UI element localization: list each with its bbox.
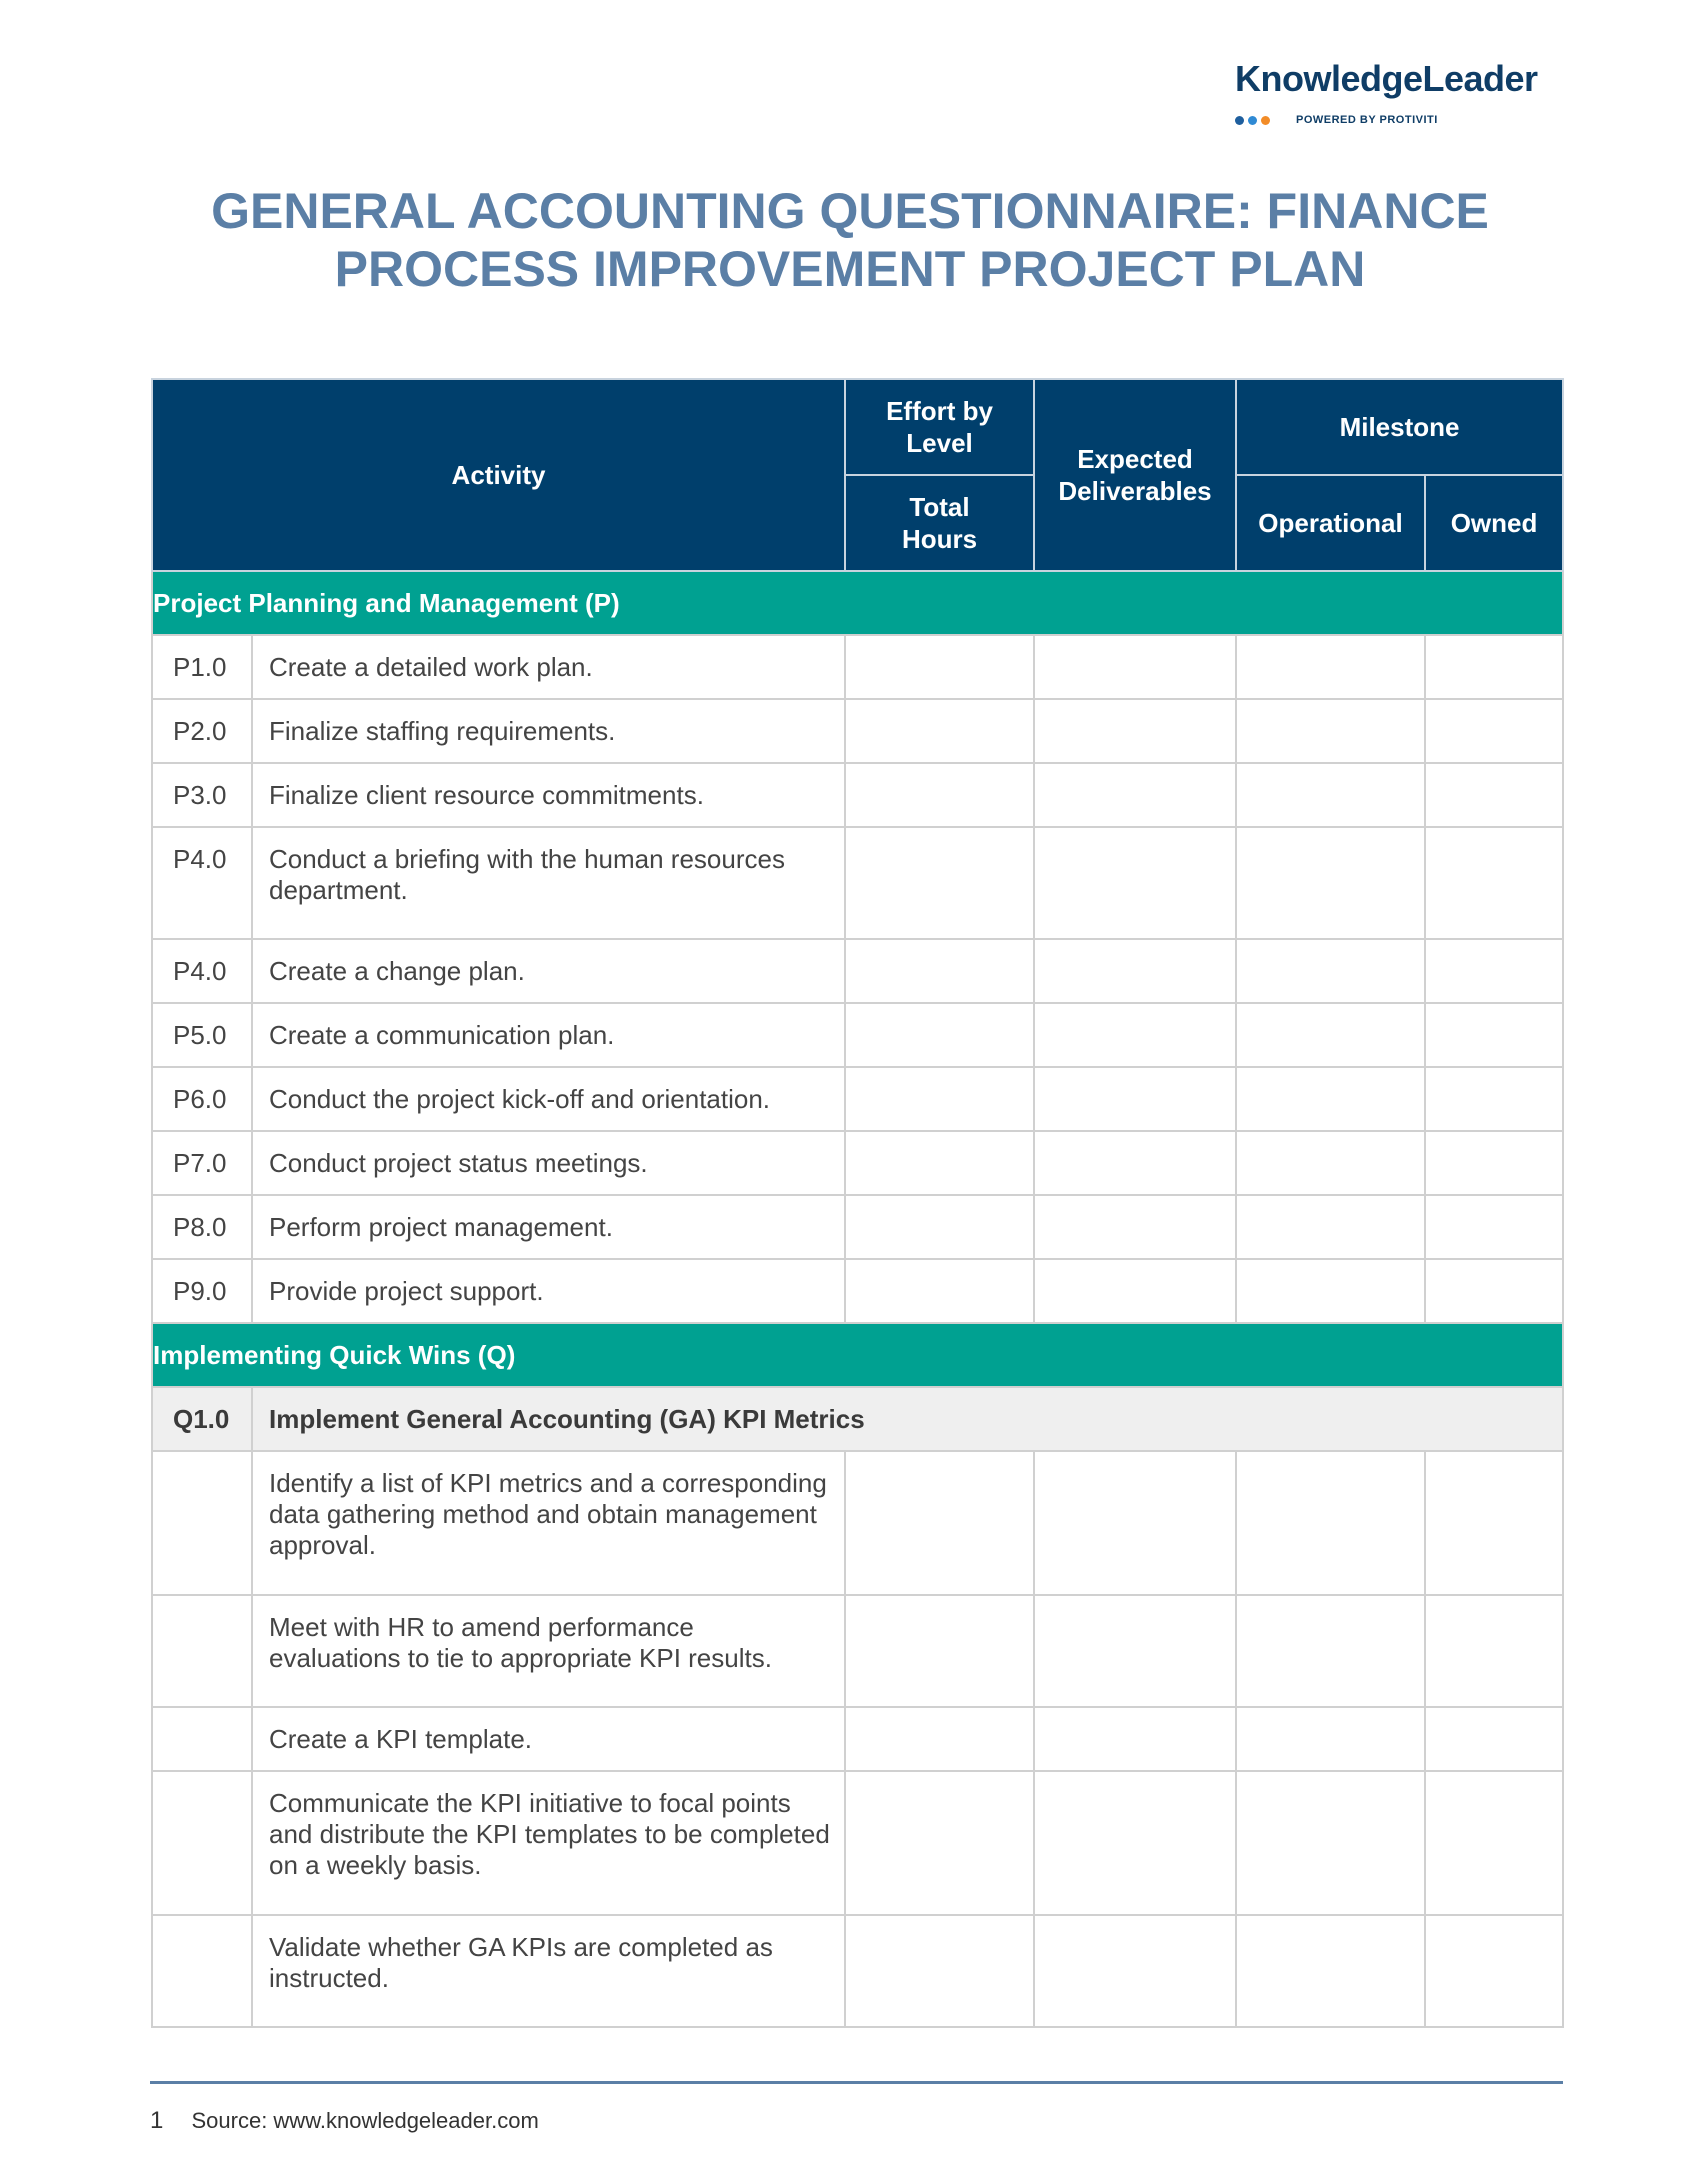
header-effort-by-level: Effort by Level <box>845 379 1034 475</box>
total-hours-cell[interactable] <box>845 1195 1034 1259</box>
deliverables-cell[interactable] <box>1034 1195 1236 1259</box>
activity-code: P4.0 <box>152 939 252 1003</box>
table-row <box>152 1003 1563 1067</box>
operational-cell[interactable] <box>1236 1067 1425 1131</box>
table-row <box>152 1915 1563 2027</box>
table-row <box>152 827 1563 939</box>
activity-description: Create a change plan. <box>252 939 845 1003</box>
header-operational: Operational <box>1236 475 1425 571</box>
owned-cell[interactable] <box>1425 1131 1563 1195</box>
table-row <box>152 1771 1563 1915</box>
operational-cell[interactable] <box>1236 699 1425 763</box>
table-row <box>152 939 1563 1003</box>
activity-code: P8.0 <box>152 1195 252 1259</box>
header-milestone: Milestone <box>1236 379 1563 475</box>
deliverables-cell[interactable] <box>1034 1771 1236 1915</box>
activity-code <box>152 1915 252 2027</box>
total-hours-cell[interactable] <box>845 827 1034 939</box>
table-row <box>152 1451 1563 1595</box>
owned-cell[interactable] <box>1425 939 1563 1003</box>
operational-cell[interactable] <box>1236 1451 1425 1595</box>
operational-cell[interactable] <box>1236 1131 1425 1195</box>
operational-cell[interactable] <box>1236 635 1425 699</box>
owned-cell[interactable] <box>1425 763 1563 827</box>
operational-cell[interactable] <box>1236 763 1425 827</box>
deliverables-cell[interactable] <box>1034 1595 1236 1707</box>
owned-cell[interactable] <box>1425 1451 1563 1595</box>
deliverables-cell[interactable] <box>1034 635 1236 699</box>
deliverables-cell[interactable] <box>1034 1451 1236 1595</box>
section-header-p <box>152 571 1563 635</box>
activity-description: Provide project support. <box>252 1259 845 1323</box>
activity-code <box>152 1707 252 1771</box>
table-row <box>152 763 1563 827</box>
operational-cell[interactable] <box>1236 939 1425 1003</box>
owned-cell[interactable] <box>1425 1067 1563 1131</box>
activity-code <box>152 1595 252 1707</box>
footer-divider <box>150 2081 1563 2084</box>
activity-code: P9.0 <box>152 1259 252 1323</box>
activity-description: Conduct project status meetings. <box>252 1131 845 1195</box>
activity-description: Conduct a briefing with the human resources department. <box>252 827 845 939</box>
activity-code: P6.0 <box>152 1067 252 1131</box>
deliverables-cell[interactable] <box>1034 699 1236 763</box>
table-row <box>152 1595 1563 1707</box>
total-hours-cell[interactable] <box>845 699 1034 763</box>
activity-description: Identify a list of KPI metrics and a corresponding data gathering method and obtain management approval. <box>252 1451 845 1595</box>
activity-code: P5.0 <box>152 1003 252 1067</box>
owned-cell[interactable] <box>1425 1771 1563 1915</box>
activity-description: Create a detailed work plan. <box>252 635 845 699</box>
activity-description: Validate whether GA KPIs are completed as instructed. <box>252 1915 845 2027</box>
subsection-title: Implement General Accounting (GA) KPI Metrics <box>252 1387 1563 1451</box>
deliverables-cell[interactable] <box>1034 1003 1236 1067</box>
page-title <box>150 182 1550 298</box>
owned-cell[interactable] <box>1425 699 1563 763</box>
header-total-hours: Total Hours <box>845 475 1034 571</box>
activity-description: Finalize staffing requirements. <box>252 699 845 763</box>
operational-cell[interactable] <box>1236 1915 1425 2027</box>
total-hours-cell[interactable] <box>845 1259 1034 1323</box>
total-hours-cell[interactable] <box>845 763 1034 827</box>
table-row <box>152 1067 1563 1131</box>
deliverables-cell[interactable] <box>1034 1131 1236 1195</box>
section-title: Implementing Quick Wins (Q) <box>152 1323 1563 1387</box>
total-hours-cell[interactable] <box>845 1451 1034 1595</box>
owned-cell[interactable] <box>1425 1259 1563 1323</box>
activity-code: P2.0 <box>152 699 252 763</box>
deliverables-cell[interactable] <box>1034 1259 1236 1323</box>
activity-description: Finalize client resource commitments. <box>252 763 845 827</box>
total-hours-cell[interactable] <box>845 1131 1034 1195</box>
activity-code <box>152 1771 252 1915</box>
total-hours-cell[interactable] <box>845 635 1034 699</box>
deliverables-cell[interactable] <box>1034 1067 1236 1131</box>
table-row <box>152 1131 1563 1195</box>
brand-name: KnowledgeLeader <box>1235 58 1538 99</box>
activity-code: P4.0 <box>152 827 252 939</box>
deliverables-cell[interactable] <box>1034 939 1236 1003</box>
operational-cell[interactable] <box>1236 1707 1425 1771</box>
brand-tagline-row <box>1235 114 1538 126</box>
operational-cell[interactable] <box>1236 1195 1425 1259</box>
table-row <box>152 1195 1563 1259</box>
table-row <box>152 635 1563 699</box>
total-hours-cell[interactable] <box>845 1595 1034 1707</box>
logo-dot-icon <box>1261 116 1270 125</box>
activity-description: Create a KPI template. <box>252 1707 845 1771</box>
section-header-q <box>152 1323 1563 1387</box>
owned-cell[interactable] <box>1425 1595 1563 1707</box>
logo-dot-icon <box>1235 116 1244 125</box>
owned-cell[interactable] <box>1425 1915 1563 2027</box>
activity-description: Create a communication plan. <box>252 1003 845 1067</box>
owned-cell[interactable] <box>1425 635 1563 699</box>
logo-dot-icon <box>1248 116 1257 125</box>
activity-description: Conduct the project kick-off and orientation. <box>252 1067 845 1131</box>
operational-cell[interactable] <box>1236 827 1425 939</box>
total-hours-cell[interactable] <box>845 939 1034 1003</box>
activity-code: P3.0 <box>152 763 252 827</box>
subsection-code: Q1.0 <box>152 1387 252 1451</box>
operational-cell[interactable] <box>1236 1259 1425 1323</box>
activity-code: P1.0 <box>152 635 252 699</box>
deliverables-cell[interactable] <box>1034 1707 1236 1771</box>
title-line-2: PROCESS IMPROVEMENT PROJECT PLAN <box>334 241 1366 297</box>
project-plan-table <box>151 378 1564 2028</box>
total-hours-cell[interactable] <box>845 1771 1034 1915</box>
subsection-header <box>152 1387 1563 1451</box>
footer-source: Source: www.knowledgeleader.com <box>191 2108 539 2133</box>
activity-code <box>152 1451 252 1595</box>
total-hours-cell[interactable] <box>845 1707 1034 1771</box>
header-activity: Activity <box>152 379 845 571</box>
activity-description: Communicate the KPI initiative to focal points and distribute the KPI templates to be completed on a weekly basis. <box>252 1771 845 1915</box>
header-owned: Owned <box>1425 475 1563 571</box>
total-hours-cell[interactable] <box>845 1067 1034 1131</box>
operational-cell[interactable] <box>1236 1771 1425 1915</box>
page-number: 1 <box>150 2107 164 2134</box>
deliverables-cell[interactable] <box>1034 1915 1236 2027</box>
operational-cell[interactable] <box>1236 1003 1425 1067</box>
header-expected-deliverables: Expected Deliverables <box>1034 379 1236 571</box>
table-row <box>152 1259 1563 1323</box>
deliverables-cell[interactable] <box>1034 763 1236 827</box>
activity-code: P7.0 <box>152 1131 252 1195</box>
owned-cell[interactable] <box>1425 1707 1563 1771</box>
table-row <box>152 699 1563 763</box>
operational-cell[interactable] <box>1236 1595 1425 1707</box>
title-line-1: GENERAL ACCOUNTING QUESTIONNAIRE: FINANCE <box>211 183 1489 239</box>
total-hours-cell[interactable] <box>845 1915 1034 2027</box>
total-hours-cell[interactable] <box>845 1003 1034 1067</box>
owned-cell[interactable] <box>1425 1195 1563 1259</box>
knowledgeleader-logo <box>1235 58 1538 126</box>
owned-cell[interactable] <box>1425 827 1563 939</box>
section-title: Project Planning and Management (P) <box>152 571 1563 635</box>
activity-description: Meet with HR to amend performance evaluations to tie to appropriate KPI results. <box>252 1595 845 1707</box>
deliverables-cell[interactable] <box>1034 827 1236 939</box>
activity-description: Perform project management. <box>252 1195 845 1259</box>
table-row <box>152 1707 1563 1771</box>
page-footer <box>150 2107 539 2135</box>
owned-cell[interactable] <box>1425 1003 1563 1067</box>
brand-tagline: POWERED BY PROTIVITI <box>1296 114 1438 126</box>
